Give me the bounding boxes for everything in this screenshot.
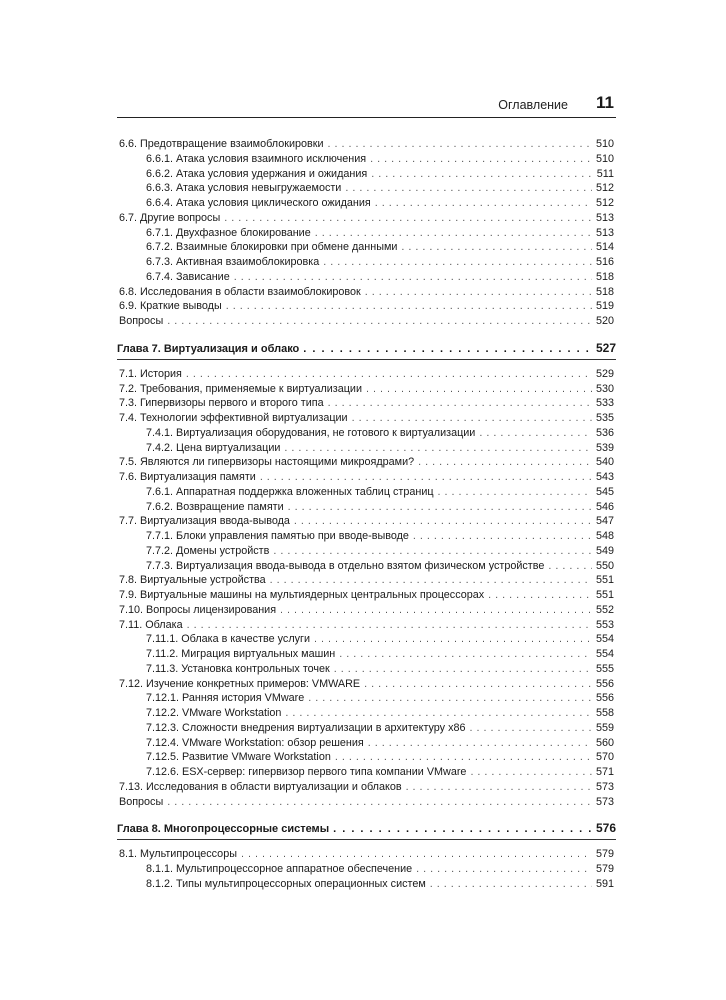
toc-entry-title: 7.5. Являются ли гипервизоры настоящими микроядрами?: [119, 456, 415, 469]
toc-section-entry: [119, 470, 614, 484]
toc-subsection-entry: [146, 736, 614, 750]
toc-subsection-entry: [146, 240, 614, 254]
toc-entry-title: 6.6.2. Атака условия удержания и ожидания: [146, 167, 368, 180]
toc-entry-page: 518: [595, 285, 614, 298]
toc-leader-dots: [327, 137, 592, 151]
toc-leader-dots: [366, 382, 592, 396]
toc-entry-page: 518: [595, 270, 614, 283]
toc-entry-page: 552: [595, 603, 614, 616]
toc-entry-page: 548: [595, 530, 614, 542]
toc-leader-dots: [294, 514, 592, 528]
toc-leader-dots: [333, 822, 592, 836]
toc-entry-title: 6.7.1. Двухфазное блокирование: [146, 226, 311, 239]
toc-entry-title: 7.3. Гипервизоры первого и второго типа: [119, 397, 324, 410]
toc-entry-page: 573: [595, 795, 614, 808]
toc-subsection-entry: [146, 647, 614, 661]
toc-entry-page: 543: [595, 471, 614, 483]
toc-entry-title: 7.6.2. Возвращение памяти: [146, 500, 284, 513]
toc-entry-page: 539: [595, 441, 614, 454]
toc-section-entry: [119, 780, 614, 794]
page-number: 11: [596, 93, 614, 112]
toc-entry-title: 7.4. Технологии эффективной виртуализации: [119, 412, 348, 424]
toc-leader-dots: [470, 765, 592, 779]
toc-section-entry: [119, 573, 614, 587]
toc-entry-title: 7.7.3. Виртуализация ввода-вывода в отдельно взятом физическом устройстве: [146, 559, 545, 572]
toc-leader-dots: [288, 500, 592, 514]
toc-entry-title: 6.7.4. Зависание: [146, 270, 230, 283]
toc-entry-title: 6.6.1. Атака условия взаимного исключения: [146, 152, 367, 165]
toc-entry-title: 8.1.2. Типы мультипроцессорных операционных систем: [146, 877, 426, 890]
toc-leader-dots: [418, 455, 592, 469]
toc-entry-title: 6.6. Предотвращение взаимоблокировки: [119, 138, 324, 150]
toc-leader-dots: [345, 181, 592, 195]
toc-entry-title: 7.7.1. Блоки управления памятью при вводе-выводе: [146, 530, 409, 542]
toc-entry-title: 6.6.3. Атака условия невыгружаемости: [146, 182, 342, 195]
toc-entry-page: 571: [595, 766, 614, 778]
toc-subsection-entry: [146, 529, 614, 543]
toc-subsection-entry: [146, 706, 614, 720]
toc-entry-title: 7.12.6. ESX-сервер: гипервизор первого типа компании VMware: [146, 766, 467, 778]
toc-leader-dots: [328, 396, 592, 410]
toc-entry-page: 551: [595, 574, 614, 587]
toc-entry-page: 560: [595, 736, 614, 749]
toc-subsection-entry: [146, 270, 614, 284]
chapter-rule: [117, 359, 616, 360]
toc-leader-dots: [406, 780, 592, 794]
toc-entry-title: 7.7. Виртуализация ввода-вывода: [119, 515, 290, 528]
toc-entry-page: 510: [595, 152, 614, 165]
toc-leader-dots: [270, 573, 592, 587]
toc-entry-page: 551: [595, 589, 614, 601]
toc-section-entry: [119, 455, 614, 469]
toc-section-entry: [119, 411, 614, 425]
toc-entry-page: 512: [595, 197, 614, 209]
toc-leader-dots: [280, 603, 592, 617]
toc-subsection-entry: [146, 750, 614, 764]
toc-entry-title: 7.13. Исследования в области виртуализации и облаков: [119, 780, 402, 793]
toc-entry-page: 576: [595, 821, 616, 836]
toc-entry-title: 7.6.1. Аппаратная поддержка вложенных таблиц страниц: [146, 485, 434, 498]
toc-leader-dots: [284, 441, 592, 455]
toc-subsection-entry: [146, 721, 614, 735]
toc-entry-page: 540: [595, 456, 614, 469]
toc-entry-title: 7.1. История: [119, 367, 182, 380]
toc-subsection-entry: [146, 167, 614, 181]
toc-subsection-entry: [146, 691, 614, 705]
toc-subsection-entry: [146, 152, 614, 166]
toc-entry-page: 536: [595, 426, 614, 439]
toc-entry-title: 7.7.2. Домены устройств: [146, 544, 270, 557]
toc-leader-dots: [241, 847, 592, 861]
toc-subsection-entry: [146, 426, 614, 440]
toc-leader-dots: [401, 240, 592, 254]
toc-entry-page: 546: [595, 500, 614, 513]
toc-entry-page: 513: [595, 211, 614, 224]
toc-entry-page: 558: [595, 707, 614, 719]
toc-entry-page: 559: [595, 721, 614, 734]
toc-entry-page: 579: [595, 848, 614, 861]
toc-leader-dots: [303, 342, 592, 356]
toc-leader-dots: [323, 255, 592, 269]
toc-leader-dots: [368, 736, 592, 750]
toc-entry-title: 6.7. Другие вопросы: [119, 211, 221, 224]
toc-subsection-entry: [146, 544, 614, 558]
toc-leader-dots: [234, 270, 592, 284]
toc-leader-dots: [335, 750, 592, 764]
toc-section-entry: [119, 211, 614, 225]
toc-entry-page: 579: [595, 863, 614, 875]
toc-subsection-entry: [146, 485, 614, 499]
toc-entry-title: 6.7.2. Взаимные блокировки при обмене данными: [146, 241, 398, 254]
toc-entry-title: 7.6. Виртуализация памяти: [119, 471, 256, 483]
toc-leader-dots: [314, 632, 592, 646]
toc-leader-dots: [375, 196, 592, 210]
toc-entry-title: 7.10. Вопросы лицензирования: [119, 603, 277, 616]
toc-subsection-entry: [146, 862, 614, 876]
toc-section-entry: [119, 847, 614, 861]
toc-leader-dots: [430, 877, 592, 891]
toc-leader-dots: [339, 647, 592, 661]
toc-leader-dots: [416, 862, 592, 876]
toc-entry-title: 7.12.1. Ранняя история VMware: [146, 692, 305, 705]
toc-leader-dots: [413, 529, 592, 543]
toc-subsection-entry: [146, 500, 614, 514]
toc-section-entry: [119, 514, 614, 528]
toc-entry-page: 591: [595, 877, 614, 890]
toc-subsection-entry: [146, 765, 614, 779]
toc-section-entry: [119, 137, 614, 151]
toc-entry-title: 7.8. Виртуальные устройства: [119, 574, 266, 587]
toc-entry-page: 554: [595, 648, 614, 660]
toc-entry-page: 556: [595, 677, 614, 690]
running-header-title: Оглавление: [498, 98, 568, 112]
toc-leader-dots: [285, 706, 592, 720]
toc-leader-dots: [352, 411, 592, 425]
toc-entry-page: 553: [595, 618, 614, 631]
toc-section-entry: [119, 795, 614, 809]
toc-leader-dots: [365, 285, 592, 299]
toc-entry-title: 7.12.3. Сложности внедрения виртуализации в архитектуру x86: [146, 721, 466, 734]
toc-entry-page: 554: [595, 633, 614, 646]
toc-leader-dots: [364, 677, 592, 691]
toc-entry-page: 547: [595, 515, 614, 528]
toc-entry-page: 511: [596, 167, 614, 180]
toc-entry-title: 8.1. Мультипроцессоры: [119, 848, 237, 861]
toc-entry-title: 7.12.5. Развитие VMware Workstation: [146, 751, 331, 764]
toc-subsection-entry: [146, 662, 614, 676]
toc-entry-page: 530: [595, 382, 614, 395]
toc-chapter-heading: [117, 821, 616, 835]
toc-entry-title: 7.12.4. VMware Workstation: обзор решения: [146, 736, 364, 749]
toc-entry-title: 6.8. Исследования в области взаимоблокировок: [119, 285, 361, 298]
toc-entry-page: 519: [595, 300, 614, 313]
toc-entry-page: 535: [595, 412, 614, 424]
toc-entry-title: 6.7.3. Активная взаимоблокировка: [146, 256, 320, 268]
toc-leader-dots: [226, 299, 592, 313]
toc-subsection-entry: [146, 877, 614, 891]
toc-entry-page: 529: [595, 367, 614, 380]
toc-entry-page: 527: [595, 340, 616, 355]
toc-chapter-heading: [117, 341, 616, 355]
toc-entry-page: 516: [595, 256, 614, 268]
toc-leader-dots: [224, 211, 592, 225]
toc-leader-dots: [334, 662, 592, 676]
toc-entry-page: 510: [595, 138, 614, 150]
toc-entry-title: 6.6.4. Атака условия циклического ожидания: [146, 197, 371, 209]
toc-section-entry: [119, 603, 614, 617]
toc-subsection-entry: [146, 255, 614, 269]
toc-leader-dots: [371, 167, 593, 181]
toc-section-entry: [119, 367, 614, 381]
toc-leader-dots: [260, 470, 592, 484]
toc-subsection-entry: [146, 441, 614, 455]
chapter-rule: [117, 839, 616, 840]
toc-entry-title: 8.1.1. Мультипроцессорное аппаратное обеспечение: [146, 863, 413, 875]
toc-entry-title: 7.11. Облака: [119, 618, 183, 631]
toc-entry-page: 512: [595, 182, 614, 195]
toc-leader-dots: [167, 795, 592, 809]
toc-subsection-entry: [146, 181, 614, 195]
toc-section-entry: [119, 677, 614, 691]
toc-entry-page: 550: [595, 559, 614, 572]
toc-subsection-entry: [146, 226, 614, 240]
toc-entry-page: 549: [595, 544, 614, 557]
toc-section-entry: [119, 382, 614, 396]
toc-entry-page: 556: [595, 692, 614, 705]
toc-leader-dots: [308, 691, 592, 705]
toc-entry-page: 570: [595, 751, 614, 764]
toc-entry-title: 7.4.1. Виртуализация оборудования, не готового к виртуализации: [146, 426, 476, 439]
toc-entry-title: 7.11.3. Установка контрольных точек: [146, 662, 330, 675]
toc-section-entry: [119, 314, 614, 328]
toc-section-entry: [119, 588, 614, 602]
toc-entry-title: Глава 7. Виртуализация и облако: [117, 342, 300, 355]
toc-entry-title: 6.9. Краткие выводы: [119, 300, 222, 313]
toc-leader-dots: [469, 721, 592, 735]
toc-leader-dots: [438, 485, 592, 499]
toc-section-entry: [119, 618, 614, 632]
toc-subsection-entry: [146, 196, 614, 210]
toc-leader-dots: [186, 367, 592, 381]
toc-subsection-entry: [146, 632, 614, 646]
toc-entry-title: 7.11.1. Облака в качестве услуги: [146, 633, 310, 646]
toc-entry-title: 7.4.2. Цена виртуализации: [146, 441, 281, 454]
toc-section-entry: [119, 299, 614, 313]
toc-entry-title: 7.11.2. Миграция виртуальных машин: [146, 648, 336, 660]
toc-entry-title: 7.12. Изучение конкретных примеров: VMWARE: [119, 677, 361, 690]
toc-leader-dots: [273, 544, 592, 558]
toc-entry-title: Вопросы: [119, 315, 164, 327]
toc-leader-dots: [479, 426, 592, 440]
toc-entry-page: 545: [595, 485, 614, 498]
toc-entry-page: 573: [595, 780, 614, 793]
toc-section-entry: [119, 396, 614, 410]
toc-subsection-entry: [146, 559, 614, 573]
toc-section-entry: [119, 285, 614, 299]
toc-leader-dots: [315, 226, 592, 240]
toc-entry-page: 520: [595, 315, 614, 327]
toc-leader-dots: [167, 314, 592, 328]
toc-leader-dots: [488, 588, 592, 602]
toc-entry-page: 533: [595, 397, 614, 410]
toc-leader-dots: [187, 618, 592, 632]
toc-entry-page: 555: [595, 662, 614, 675]
toc-leader-dots: [548, 559, 592, 573]
toc-leader-dots: [370, 152, 592, 166]
toc-entry-title: 7.9. Виртуальные машины на мультиядерных центральных процессорах: [119, 589, 485, 601]
toc-entry-page: 513: [595, 226, 614, 239]
toc-entry-title: 7.2. Требования, применяемые к виртуализации: [119, 382, 362, 395]
toc-entry-title: Вопросы: [119, 795, 164, 808]
toc-entry-title: 7.12.2. VMware Workstation: [146, 707, 282, 719]
toc-entry-title: Глава 8. Многопроцессорные системы: [117, 823, 330, 836]
toc-entry-page: 514: [595, 241, 614, 254]
